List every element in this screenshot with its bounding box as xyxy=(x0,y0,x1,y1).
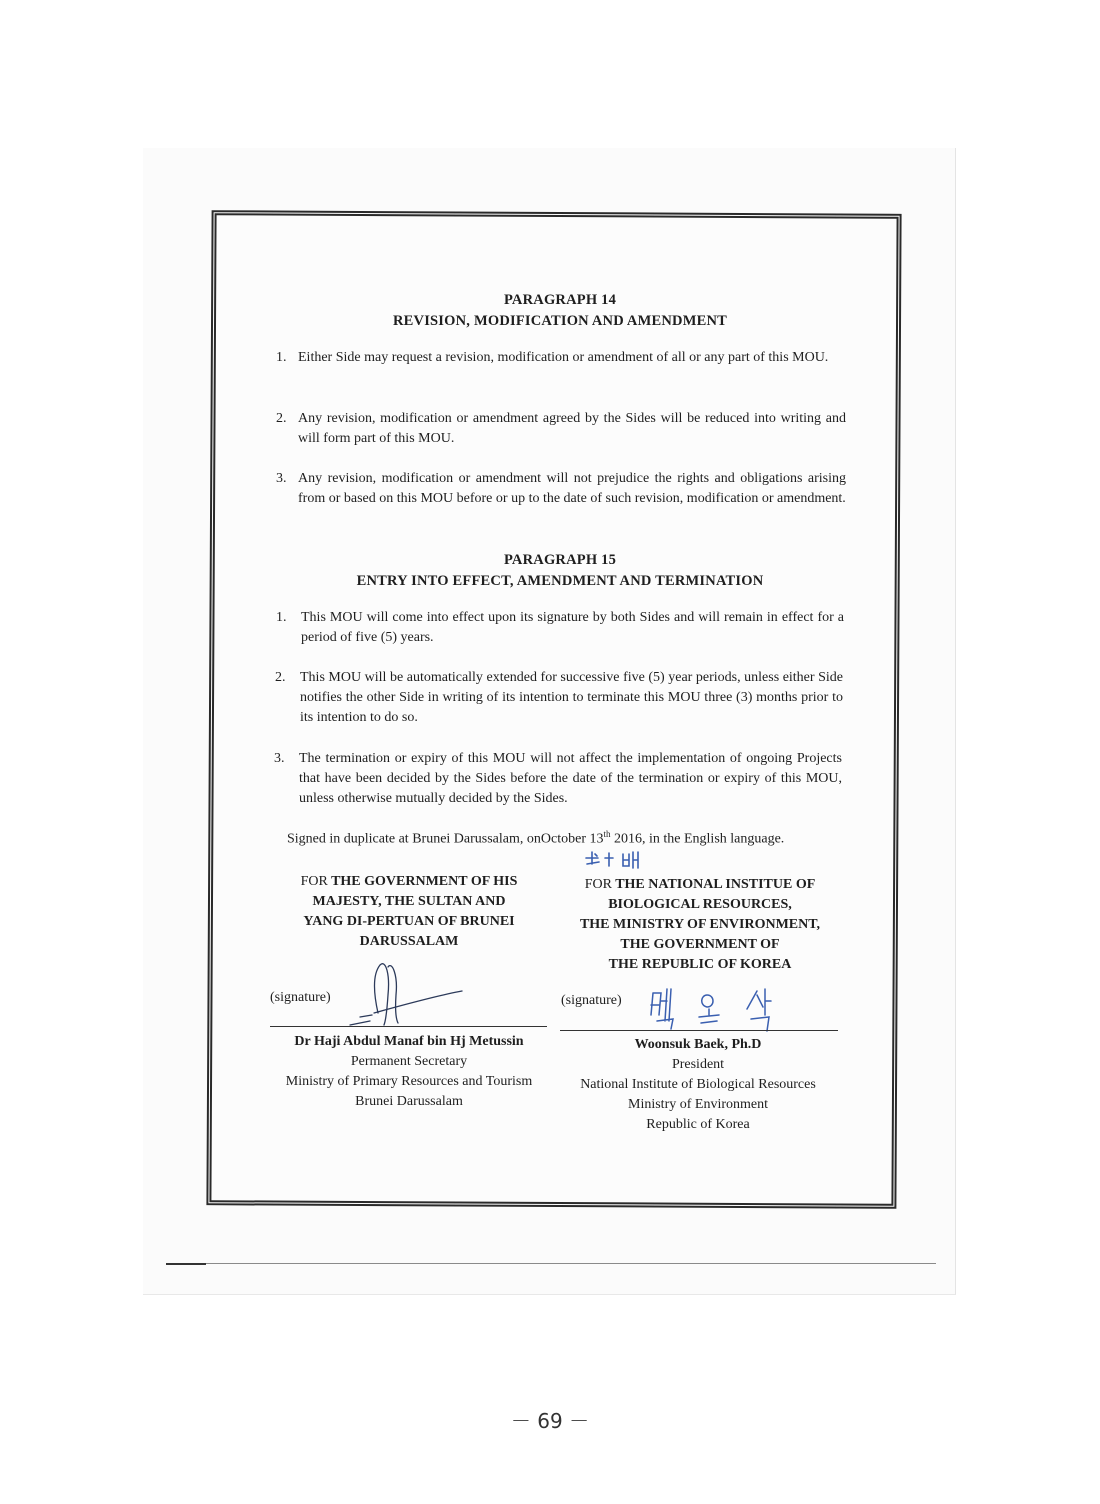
paragraph-15-title: PARAGRAPH 15 xyxy=(503,552,617,568)
left-party-header xyxy=(278,872,540,952)
item-text: This MOU will be automatically extended for successive five (5) year periods, unless either Side notifies the other Side in writing of its intention to terminate this MOU three (3) months prior to its intention to do so. xyxy=(300,670,843,725)
left-header-line-3: YANG DI-PERTUAN OF BRUNEI xyxy=(303,914,515,929)
left-header-line-1: THE GOVERNMENT OF HIS xyxy=(327,874,518,889)
signing-statement xyxy=(287,829,784,848)
item-text: Any revision, modification or amendment will not prejudice the rights and obligations arising from or based on this MOU before or up to the date of such revision, modification or amendment. xyxy=(298,471,846,506)
for-label: FOR xyxy=(584,877,612,892)
item-text: Either Side may request a revision, modification or amendment of all or any part of this MOU. xyxy=(298,350,829,365)
paragraph-14-title: PARAGRAPH 14 xyxy=(503,292,617,308)
item-text: The termination or expiry of this MOU will not affect the implementation of ongoing Projects that have been decided by the Sides before the date of the termination or expiry of this MOU, unless otherwise mutually decided by the Sides. xyxy=(299,751,842,806)
right-signatory-name: Woonsuk Baek, Ph.D xyxy=(634,1037,762,1052)
paragraph-15-subtitle: ENTRY INTO EFFECT, AMENDMENT AND TERMINATION xyxy=(356,573,764,589)
left-signature-line xyxy=(270,1026,547,1027)
left-header-line-2: MAJESTY, THE SULTAN AND xyxy=(312,894,506,909)
for-label: FOR xyxy=(300,874,328,889)
right-handwritten-signature xyxy=(645,985,805,1033)
item-text: This MOU will come into effect upon its signature by both Sides and will remain in effect for a period of five (5) years. xyxy=(301,610,844,645)
right-header-line-5: THE REPUBLIC OF KOREA xyxy=(608,957,792,972)
signing-suffix: 2016, in the English language. xyxy=(610,831,785,847)
signing-date: October 13 xyxy=(540,831,604,847)
signing-date-suffix: th xyxy=(603,829,611,839)
right-header-line-3: THE MINISTRY OF ENVIRONMENT, xyxy=(579,917,821,932)
left-signature-label: (signature) xyxy=(270,990,331,1005)
paragraph-14-subtitle: REVISION, MODIFICATION AND AMENDMENT xyxy=(392,313,727,329)
handwritten-annotation xyxy=(583,848,643,872)
right-party-header xyxy=(562,875,838,975)
right-signatory xyxy=(560,1035,836,1135)
right-signatory-country: Republic of Korea xyxy=(646,1117,750,1132)
paragraph-14-heading xyxy=(330,290,790,332)
item-text: Any revision, modification or amendment agreed by the Sides will be reduced into writing and will form part of this MOU. xyxy=(298,411,846,446)
left-signatory-country: Brunei Darussalam xyxy=(355,1094,463,1109)
item-number: 1. xyxy=(276,610,287,625)
left-signatory-title: Permanent Secretary xyxy=(350,1054,468,1069)
right-signatory-ministry: Ministry of Environment xyxy=(628,1097,768,1112)
paragraph-15-heading xyxy=(330,550,790,592)
left-handwritten-signature xyxy=(330,955,470,1035)
left-header-line-4: DARUSSALAM xyxy=(359,934,459,949)
right-header-line-4: THE GOVERNMENT OF xyxy=(620,937,780,952)
right-header-line-2: BIOLOGICAL RESOURCES, xyxy=(608,897,792,912)
right-signatory-title: President xyxy=(671,1057,725,1072)
right-signatory-institute: National Institute of Biological Resources xyxy=(580,1077,816,1092)
signing-prefix: Signed in duplicate at Brunei Darussalam, on xyxy=(287,831,541,847)
item-number: 2. xyxy=(276,411,287,426)
right-header-line-1: THE NATIONAL INSTITUE OF xyxy=(611,877,816,892)
item-number: 1. xyxy=(276,350,287,365)
right-signature-label: (signature) xyxy=(561,993,622,1008)
item-number: 3. xyxy=(274,751,285,766)
item-number: 2. xyxy=(275,670,286,685)
item-number: 3. xyxy=(276,471,287,486)
left-signatory xyxy=(272,1032,546,1112)
right-signature-line xyxy=(560,1030,838,1031)
page-number: － 69 － xyxy=(510,1409,590,1433)
left-signatory-name: Dr Haji Abdul Manaf bin Hj Metussin xyxy=(294,1034,524,1049)
left-signatory-ministry: Ministry of Primary Resources and Tourism xyxy=(285,1074,533,1089)
